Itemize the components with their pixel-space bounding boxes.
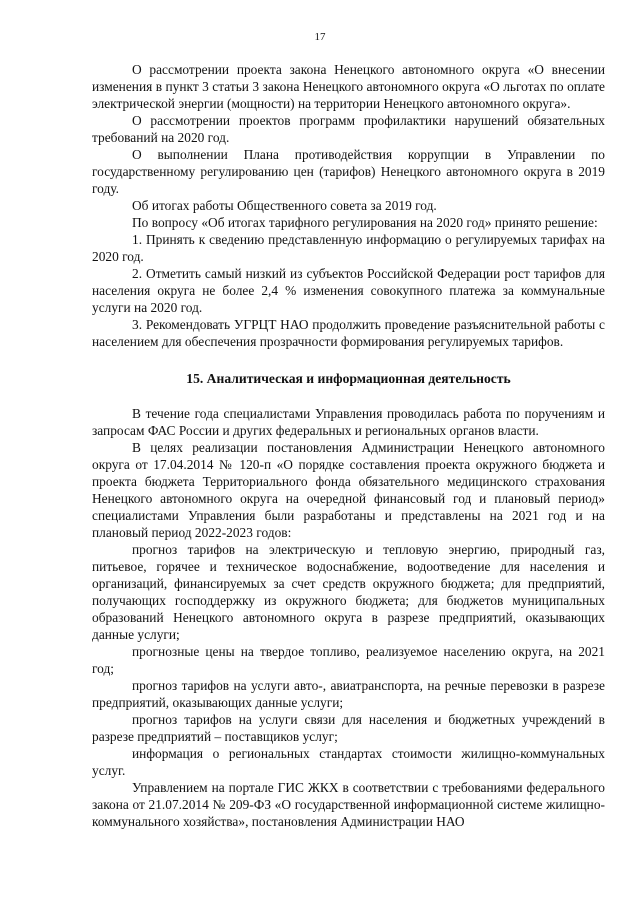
paragraph: По вопросу «Об итогах тарифного регулирования на 2020 год» принято решение: (132, 215, 598, 230)
paragraph: Об итогах работы Общественного совета за 2019 год. (132, 198, 437, 213)
paragraph: О выполнении Плана противодействия коррупции в Управлении по государственному регулированию цен (тарифов) Ненецкого автономного округа в 2019 году. (92, 147, 605, 196)
page-body (92, 61, 605, 830)
decision-item: 1. Принять к сведению представленную информацию о регулируемых тарифах на 2020 год. (92, 232, 605, 264)
forecast-item: прогноз тарифов на услуги авто-, авиатранспорта, на речные перевозки в разрезе предприятий, оказывающих данные услуги; (92, 678, 605, 710)
paragraph: В течение года специалистами Управления проводилась работа по поручениям и запросам ФАС России и других федеральных и региональных органов власти. (92, 406, 605, 438)
paragraph: О рассмотрении проекта закона Ненецкого автономного округа «О внесении изменения в пункт 3 статьи 3 закона Ненецкого автономного округа «О льготах по оплате электрической энергии (мощности) на территории Ненецкого автономного округа». (92, 62, 605, 111)
paragraph: В целях реализации постановления Администрации Ненецкого автономного округа от 17.04.2014 № 120-п «О порядке составления проекта окружного бюджета и проекта бюджета Территориального фонда обязательного медицинского страхования Ненецкого автономного округа на очередной финансовый год и плановый период» специалистами Управления были разработаны и представлены на 2021 год и на плановый период 2022-2023 годов: (92, 440, 605, 540)
paragraph: Управлением на портале ГИС ЖКХ в соответствии с требованиями федерального закона от 21.07.2014 № 209-ФЗ «О государственной информационной системе жилищно-коммунального хозяйства», постановления Администрации НАО (92, 780, 605, 829)
page-number: 17 (314, 31, 326, 43)
forecast-item: прогноз тарифов на электрическую и тепловую энергию, природный газ, питьевое, горячее и техническое водоснабжение, водоотведение для населения и организаций, финансируемых за счет средств окружного бюджета; для предприятий, получающих господдержку из окружного бюджета; для бюджетов муниципальных образований Ненецкого автономного округа в разрезе предприятий, оказывающих данные услуги; (92, 542, 605, 642)
forecast-item: информация о региональных стандартах стоимости жилищно-коммунальных услуг. (92, 746, 605, 778)
decision-item: 3. Рекомендовать УГРЦТ НАО продолжить проведение разъяснительной работы с населением для обеспечения прозрачности формирования регулируемых тарифов. (92, 317, 605, 349)
section-heading: 15. Аналитическая и информационная деятельность (186, 371, 511, 386)
paragraph: О рассмотрении проектов программ профилактики нарушений обязательных требований на 2020 год. (92, 113, 605, 145)
decision-item: 2. Отметить самый низкий из субъектов Российской Федерации рост тарифов для населения округа не более 2,4 % изменения совокупного платежа за коммунальные услуги на 2020 год. (92, 266, 605, 315)
forecast-item: прогноз тарифов на услуги связи для населения и бюджетных учреждений в разрезе предприятий – поставщиков услуг; (92, 712, 605, 744)
forecast-item: прогнозные цены на твердое топливо, реализуемое населению округа, на 2021 год; (92, 644, 605, 676)
